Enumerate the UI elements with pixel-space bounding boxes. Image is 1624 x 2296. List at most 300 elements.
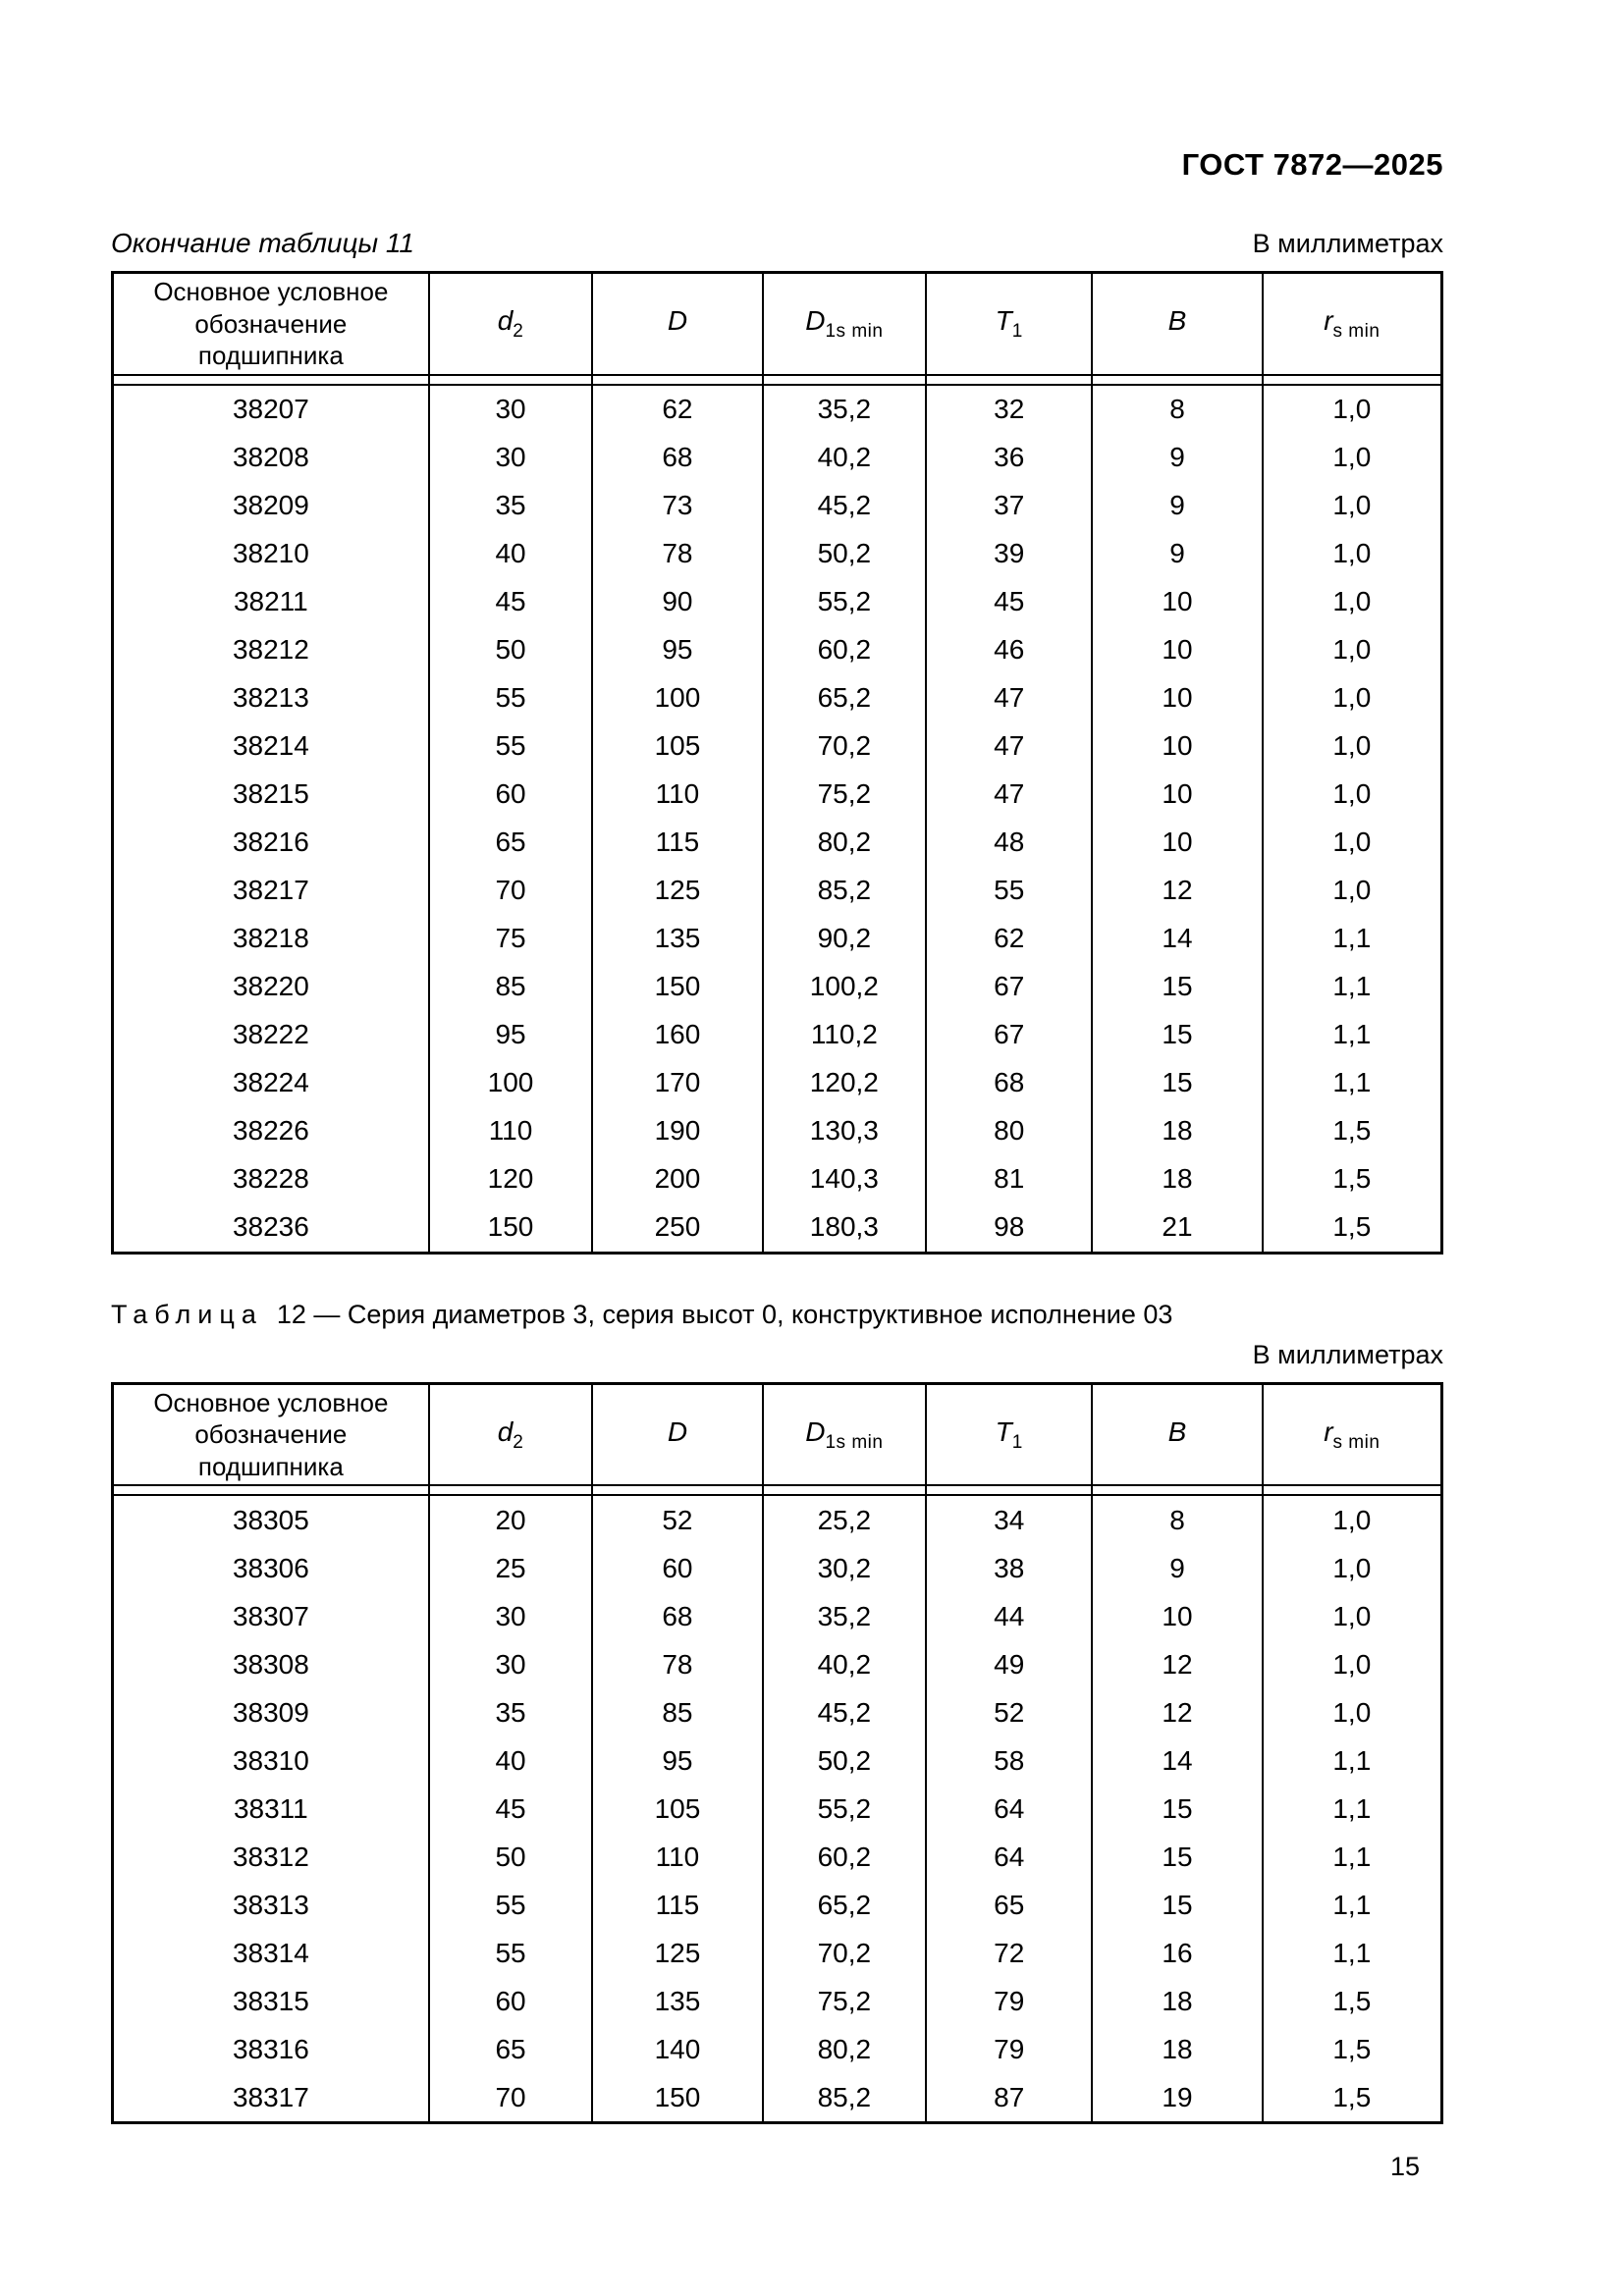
table-cell: 30,2 xyxy=(763,1544,927,1592)
table-cell: 38207 xyxy=(113,385,429,434)
table-row xyxy=(113,1881,1442,1929)
table-cell: 10 xyxy=(1092,626,1262,674)
table-cell: 70 xyxy=(429,2073,593,2123)
table-cell: 40 xyxy=(429,1736,593,1785)
table-cell: 180,3 xyxy=(763,1203,927,1254)
subscript: 1s min xyxy=(825,1431,884,1453)
table-cell: 38312 xyxy=(113,1833,429,1881)
table-cell: 1,5 xyxy=(1263,1107,1442,1155)
table-cell: 105 xyxy=(592,722,762,771)
table-cell: 1,1 xyxy=(1263,1011,1442,1059)
table-cell: 75,2 xyxy=(763,771,927,819)
table-cell: 38220 xyxy=(113,963,429,1011)
table-cell: 38316 xyxy=(113,2025,429,2073)
table-cell: 20 xyxy=(429,1495,593,1544)
table-cell: 46 xyxy=(926,626,1092,674)
table-cell: 68 xyxy=(592,434,762,482)
table-cell: 38210 xyxy=(113,530,429,578)
table-row xyxy=(113,385,1442,434)
table-cell: 16 xyxy=(1092,1929,1262,1977)
table-cell: 10 xyxy=(1092,674,1262,722)
symbol-d: d xyxy=(497,1415,514,1447)
table-cell: 87 xyxy=(926,2073,1092,2123)
table-row xyxy=(113,1544,1442,1592)
table-cell: 50,2 xyxy=(763,530,927,578)
table-11 xyxy=(111,271,1443,1255)
table-cell: 10 xyxy=(1092,771,1262,819)
table-12-caption xyxy=(111,1300,1443,1330)
table-row xyxy=(113,2025,1442,2073)
table-cell: 80,2 xyxy=(763,2025,927,2073)
table-12-units-label: В миллиметрах xyxy=(1252,1339,1443,1369)
table-12-caption-text: 12 — Серия диаметров 3, серия высот 0, конструктивное исполнение 03 xyxy=(276,1299,1173,1329)
table-cell: 49 xyxy=(926,1640,1092,1688)
table-cell: 1,0 xyxy=(1263,819,1442,867)
symbol-D: D xyxy=(667,305,688,337)
table-cell: 18 xyxy=(1092,2025,1262,2073)
table-cell: 95 xyxy=(592,626,762,674)
table-cell: 140 xyxy=(592,2025,762,2073)
table-cell: 115 xyxy=(592,819,762,867)
table-row xyxy=(113,819,1442,867)
table-cell: 35 xyxy=(429,1688,593,1736)
table-cell: 38317 xyxy=(113,2073,429,2123)
table-cell: 1,0 xyxy=(1263,1688,1442,1736)
table-cell: 38228 xyxy=(113,1155,429,1203)
table-cell: 8 xyxy=(1092,385,1262,434)
column-header-B xyxy=(1092,1383,1262,1485)
table-row xyxy=(113,771,1442,819)
table-cell: 67 xyxy=(926,963,1092,1011)
table-cell: 32 xyxy=(926,385,1092,434)
table-cell: 1,0 xyxy=(1263,434,1442,482)
column-header-designation: Основное условное обозначение подшипника xyxy=(113,1383,429,1485)
table-cell: 1,5 xyxy=(1263,1155,1442,1203)
table-cell: 70,2 xyxy=(763,722,927,771)
column-header-T1 xyxy=(926,273,1092,375)
table-cell: 40,2 xyxy=(763,1640,927,1688)
table-cell: 38307 xyxy=(113,1592,429,1640)
table-cell: 35,2 xyxy=(763,1592,927,1640)
table-cell: 1,1 xyxy=(1263,1881,1442,1929)
symbol-d: d xyxy=(497,305,514,337)
table-cell: 150 xyxy=(429,1203,593,1254)
table-cell: 38208 xyxy=(113,434,429,482)
table-cell: 15 xyxy=(1092,1881,1262,1929)
table-cell: 38306 xyxy=(113,1544,429,1592)
table-row xyxy=(113,1977,1442,2025)
table-cell: 9 xyxy=(1092,1544,1262,1592)
table-cell: 1,0 xyxy=(1263,867,1442,915)
table-cell: 90,2 xyxy=(763,915,927,963)
table-cell: 110,2 xyxy=(763,1011,927,1059)
table-cell: 80,2 xyxy=(763,819,927,867)
table-cell: 38213 xyxy=(113,674,429,722)
subscript: 1 xyxy=(1011,321,1023,343)
table-row xyxy=(113,1155,1442,1203)
table-row xyxy=(113,626,1442,674)
table-cell: 9 xyxy=(1092,482,1262,530)
table-cell: 34 xyxy=(926,1495,1092,1544)
subscript: 1s min xyxy=(825,321,884,343)
table-cell: 10 xyxy=(1092,722,1262,771)
table-11-continuation-label: Окончание таблицы 11 xyxy=(111,228,414,258)
table-12 xyxy=(111,1382,1443,2125)
table-cell: 1,0 xyxy=(1263,626,1442,674)
table-cell: 1,1 xyxy=(1263,963,1442,1011)
symbol-B: B xyxy=(1167,305,1187,337)
table-cell: 150 xyxy=(592,963,762,1011)
table-12-body xyxy=(113,1495,1442,2123)
table-cell: 85,2 xyxy=(763,2073,927,2123)
table-cell: 200 xyxy=(592,1155,762,1203)
table-cell: 68 xyxy=(926,1059,1092,1107)
table-cell: 45,2 xyxy=(763,1688,927,1736)
table-cell: 1,5 xyxy=(1263,2025,1442,2073)
table-cell: 15 xyxy=(1092,1785,1262,1833)
table-cell: 100,2 xyxy=(763,963,927,1011)
table-cell: 60,2 xyxy=(763,626,927,674)
table-cell: 21 xyxy=(1092,1203,1262,1254)
table-cell: 1,1 xyxy=(1263,1736,1442,1785)
table-cell: 39 xyxy=(926,530,1092,578)
table-cell: 10 xyxy=(1092,819,1262,867)
table-cell: 1,0 xyxy=(1263,771,1442,819)
table-cell: 45 xyxy=(429,1785,593,1833)
table-cell: 1,0 xyxy=(1263,530,1442,578)
subscript: 2 xyxy=(513,1431,524,1453)
table-cell: 15 xyxy=(1092,963,1262,1011)
table-cell: 1,5 xyxy=(1263,1203,1442,1254)
table-cell: 1,1 xyxy=(1263,1929,1442,1977)
table-cell: 65,2 xyxy=(763,674,927,722)
table-cell: 62 xyxy=(926,915,1092,963)
table-cell: 38215 xyxy=(113,771,429,819)
table-cell: 110 xyxy=(592,771,762,819)
table-cell: 110 xyxy=(429,1107,593,1155)
table-cell: 85 xyxy=(592,1688,762,1736)
table-cell: 35,2 xyxy=(763,385,927,434)
table-cell: 55,2 xyxy=(763,1785,927,1833)
table-cell: 60 xyxy=(592,1544,762,1592)
table-cell: 250 xyxy=(592,1203,762,1254)
table-cell: 75 xyxy=(429,915,593,963)
table-cell: 100 xyxy=(592,674,762,722)
table-cell: 52 xyxy=(926,1688,1092,1736)
table-cell: 78 xyxy=(592,1640,762,1688)
table-cell: 47 xyxy=(926,674,1092,722)
table-cell: 38311 xyxy=(113,1785,429,1833)
table-cell: 25 xyxy=(429,1544,593,1592)
table-row xyxy=(113,1107,1442,1155)
table-cell: 65 xyxy=(429,819,593,867)
column-header-d2 xyxy=(429,273,593,375)
table-cell: 1,1 xyxy=(1263,1833,1442,1881)
table-row xyxy=(113,1495,1442,1544)
table-cell: 125 xyxy=(592,1929,762,1977)
table-row xyxy=(113,434,1442,482)
table-cell: 30 xyxy=(429,1592,593,1640)
table-cell: 1,0 xyxy=(1263,1640,1442,1688)
column-header-rs-min xyxy=(1263,1383,1442,1485)
column-header-B xyxy=(1092,273,1262,375)
table-cell: 58 xyxy=(926,1736,1092,1785)
table-cell: 38222 xyxy=(113,1011,429,1059)
subscript: 1 xyxy=(1011,1431,1023,1453)
symbol-B: B xyxy=(1167,1415,1187,1447)
table-cell: 135 xyxy=(592,1977,762,2025)
table-cell: 67 xyxy=(926,1011,1092,1059)
table-cell: 40,2 xyxy=(763,434,927,482)
table-cell: 190 xyxy=(592,1107,762,1155)
table-cell: 64 xyxy=(926,1785,1092,1833)
table-cell: 10 xyxy=(1092,578,1262,626)
table-cell: 50,2 xyxy=(763,1736,927,1785)
table-cell: 36 xyxy=(926,434,1092,482)
table-cell: 10 xyxy=(1092,1592,1262,1640)
table-cell: 64 xyxy=(926,1833,1092,1881)
table-cell: 38308 xyxy=(113,1640,429,1688)
table-cell: 38305 xyxy=(113,1495,429,1544)
table-cell: 38218 xyxy=(113,915,429,963)
table-cell: 65 xyxy=(926,1881,1092,1929)
table-cell: 38314 xyxy=(113,1929,429,1977)
table-cell: 19 xyxy=(1092,2073,1262,2123)
table-row xyxy=(113,2073,1442,2123)
table-cell: 55 xyxy=(429,1881,593,1929)
column-header-T1 xyxy=(926,1383,1092,1485)
table-cell: 1,0 xyxy=(1263,1495,1442,1544)
table-row xyxy=(113,578,1442,626)
table-row xyxy=(113,1592,1442,1640)
column-header-d2 xyxy=(429,1383,593,1485)
table-cell: 38214 xyxy=(113,722,429,771)
table-cell: 14 xyxy=(1092,915,1262,963)
table-cell: 15 xyxy=(1092,1011,1262,1059)
table-cell: 38236 xyxy=(113,1203,429,1254)
symbol-r: r xyxy=(1324,1415,1333,1447)
symbol-T: T xyxy=(995,1415,1012,1447)
table-cell: 8 xyxy=(1092,1495,1262,1544)
table-cell: 40 xyxy=(429,530,593,578)
table-row xyxy=(113,530,1442,578)
table-row xyxy=(113,963,1442,1011)
table-cell: 47 xyxy=(926,722,1092,771)
table-cell: 50 xyxy=(429,626,593,674)
table-cell: 73 xyxy=(592,482,762,530)
table-cell: 1,0 xyxy=(1263,1592,1442,1640)
table-row xyxy=(113,1203,1442,1254)
table-row xyxy=(113,1929,1442,1977)
table-cell: 38212 xyxy=(113,626,429,674)
header-divider-row xyxy=(113,375,1442,385)
table-cell: 37 xyxy=(926,482,1092,530)
table-cell: 38310 xyxy=(113,1736,429,1785)
table-cell: 1,5 xyxy=(1263,1977,1442,2025)
column-header-rs-min xyxy=(1263,273,1442,375)
table-cell: 38211 xyxy=(113,578,429,626)
table-cell: 60,2 xyxy=(763,1833,927,1881)
table-cell: 38216 xyxy=(113,819,429,867)
table-row xyxy=(113,674,1442,722)
symbol-D: D xyxy=(667,1415,688,1447)
table-cell: 80 xyxy=(926,1107,1092,1155)
table-cell: 90 xyxy=(592,578,762,626)
table-cell: 9 xyxy=(1092,434,1262,482)
table-row xyxy=(113,482,1442,530)
table-cell: 38224 xyxy=(113,1059,429,1107)
table-cell: 78 xyxy=(592,530,762,578)
table-cell: 65 xyxy=(429,2025,593,2073)
table-cell: 70 xyxy=(429,867,593,915)
table-cell: 1,1 xyxy=(1263,1059,1442,1107)
table-cell: 95 xyxy=(429,1011,593,1059)
table-cell: 12 xyxy=(1092,1688,1262,1736)
table-cell: 15 xyxy=(1092,1833,1262,1881)
table-cell: 1,0 xyxy=(1263,674,1442,722)
table-cell: 38217 xyxy=(113,867,429,915)
table-row xyxy=(113,915,1442,963)
table-11-caption-line xyxy=(111,228,1443,259)
table-cell: 30 xyxy=(429,434,593,482)
table-cell: 105 xyxy=(592,1785,762,1833)
subscript: s min xyxy=(1332,1431,1380,1453)
table-cell: 15 xyxy=(1092,1059,1262,1107)
table-cell: 30 xyxy=(429,385,593,434)
table-cell: 115 xyxy=(592,1881,762,1929)
doc-code: ГОСТ 7872—2025 xyxy=(1181,147,1443,182)
table-cell: 44 xyxy=(926,1592,1092,1640)
table-cell: 18 xyxy=(1092,1107,1262,1155)
table-cell: 79 xyxy=(926,2025,1092,2073)
table-cell: 45,2 xyxy=(763,482,927,530)
table-cell: 38315 xyxy=(113,1977,429,2025)
table-cell: 72 xyxy=(926,1929,1092,1977)
symbol-D: D xyxy=(805,1415,826,1447)
table-cell: 52 xyxy=(592,1495,762,1544)
table-row xyxy=(113,1785,1442,1833)
table-11-body xyxy=(113,385,1442,1254)
table-cell: 55 xyxy=(429,1929,593,1977)
table-cell: 130,3 xyxy=(763,1107,927,1155)
table-cell: 85 xyxy=(429,963,593,1011)
symbol-T: T xyxy=(995,305,1012,337)
table-cell: 55 xyxy=(926,867,1092,915)
table-cell: 18 xyxy=(1092,1155,1262,1203)
table-cell: 30 xyxy=(429,1640,593,1688)
table-row xyxy=(113,1736,1442,1785)
table-cell: 140,3 xyxy=(763,1155,927,1203)
table-cell: 60 xyxy=(429,771,593,819)
table-cell: 1,0 xyxy=(1263,722,1442,771)
table-cell: 62 xyxy=(592,385,762,434)
table-cell: 38309 xyxy=(113,1688,429,1736)
column-header-D xyxy=(592,1383,762,1485)
table-cell: 120,2 xyxy=(763,1059,927,1107)
table-cell: 38313 xyxy=(113,1881,429,1929)
symbol-r: r xyxy=(1324,305,1333,337)
table-cell: 160 xyxy=(592,1011,762,1059)
table-cell: 60 xyxy=(429,1977,593,2025)
table-cell: 81 xyxy=(926,1155,1092,1203)
table-cell: 55 xyxy=(429,722,593,771)
table-cell: 110 xyxy=(592,1833,762,1881)
table-11-units-label: В миллиметрах xyxy=(1252,229,1443,258)
table-row xyxy=(113,1688,1442,1736)
header-divider-row xyxy=(113,1485,1442,1495)
table-cell: 14 xyxy=(1092,1736,1262,1785)
table-row xyxy=(113,1011,1442,1059)
table-cell: 95 xyxy=(592,1736,762,1785)
table-row xyxy=(113,1059,1442,1107)
table-cell: 1,1 xyxy=(1263,1785,1442,1833)
table-cell: 100 xyxy=(429,1059,593,1107)
table-cell: 55,2 xyxy=(763,578,927,626)
table-cell: 1,1 xyxy=(1263,915,1442,963)
page-content xyxy=(111,0,1443,2182)
table-cell: 70,2 xyxy=(763,1929,927,1977)
table-cell: 45 xyxy=(429,578,593,626)
table-cell: 98 xyxy=(926,1203,1092,1254)
table-cell: 135 xyxy=(592,915,762,963)
table-12-caption-word: Таблица xyxy=(111,1299,263,1329)
table-cell: 68 xyxy=(592,1592,762,1640)
table-cell: 79 xyxy=(926,1977,1092,2025)
table-cell: 12 xyxy=(1092,1640,1262,1688)
table-cell: 38226 xyxy=(113,1107,429,1155)
table-cell: 12 xyxy=(1092,867,1262,915)
table-cell: 38 xyxy=(926,1544,1092,1592)
page-number: 15 xyxy=(1389,2152,1420,2181)
table-cell: 35 xyxy=(429,482,593,530)
column-header-D1s-min xyxy=(763,273,927,375)
column-header-designation: Основное условное обозначение подшипника xyxy=(113,273,429,375)
table-cell: 48 xyxy=(926,819,1092,867)
table-cell: 9 xyxy=(1092,530,1262,578)
table-cell: 150 xyxy=(592,2073,762,2123)
table-cell: 85,2 xyxy=(763,867,927,915)
table-cell: 65,2 xyxy=(763,1881,927,1929)
table-cell: 120 xyxy=(429,1155,593,1203)
column-header-D xyxy=(592,273,762,375)
table-cell: 55 xyxy=(429,674,593,722)
table-cell: 170 xyxy=(592,1059,762,1107)
subscript: 2 xyxy=(513,321,524,343)
table-row xyxy=(113,722,1442,771)
table-cell: 75,2 xyxy=(763,1977,927,2025)
table-header-row xyxy=(113,1383,1442,1485)
table-row xyxy=(113,1640,1442,1688)
table-cell: 45 xyxy=(926,578,1092,626)
table-cell: 18 xyxy=(1092,1977,1262,2025)
symbol-D: D xyxy=(805,305,826,337)
table-cell: 50 xyxy=(429,1833,593,1881)
subscript: s min xyxy=(1332,321,1380,343)
table-cell: 1,0 xyxy=(1263,482,1442,530)
table-header-row xyxy=(113,273,1442,375)
table-cell: 1,0 xyxy=(1263,385,1442,434)
column-header-D1s-min xyxy=(763,1383,927,1485)
table-cell: 38209 xyxy=(113,482,429,530)
table-cell: 1,5 xyxy=(1263,2073,1442,2123)
table-cell: 25,2 xyxy=(763,1495,927,1544)
table-cell: 1,0 xyxy=(1263,578,1442,626)
table-row xyxy=(113,1833,1442,1881)
table-cell: 1,0 xyxy=(1263,1544,1442,1592)
table-cell: 125 xyxy=(592,867,762,915)
table-cell: 47 xyxy=(926,771,1092,819)
table-row xyxy=(113,867,1442,915)
